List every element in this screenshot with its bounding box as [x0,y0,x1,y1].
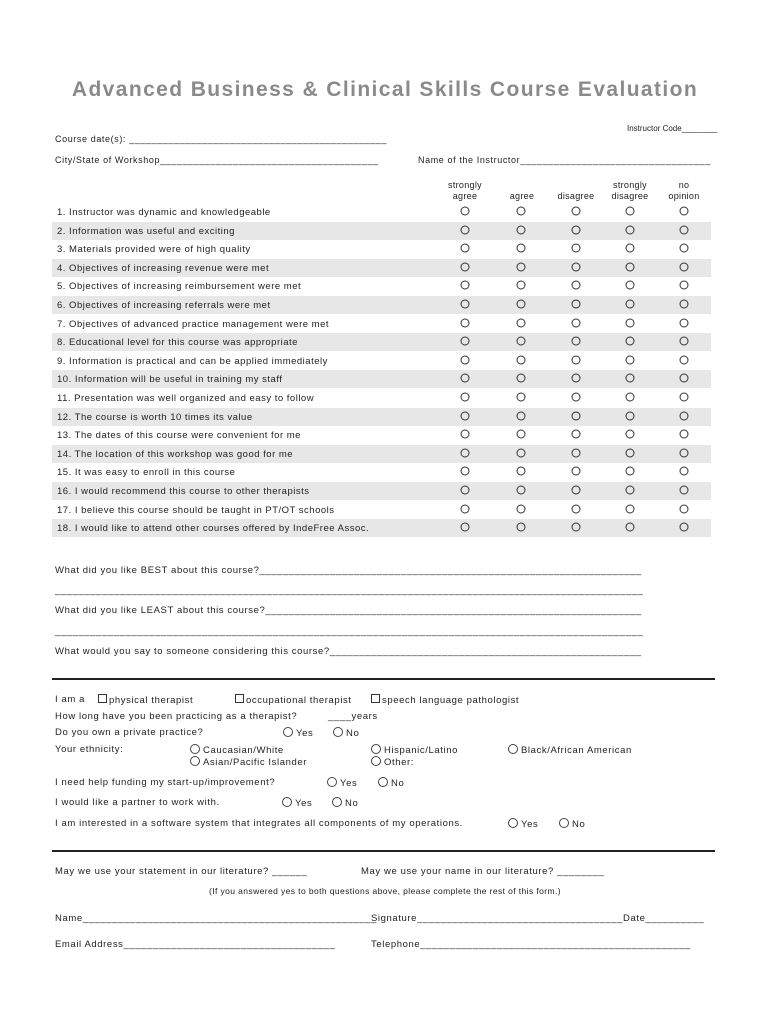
private-practice-no[interactable]: No [333,727,359,739]
header-agree: agree [509,191,535,201]
radio-disagree[interactable] [571,280,581,290]
radio-no-opinion[interactable] [679,448,689,458]
practice-length-label: How long have you been practicing as a therapist? [55,711,298,722]
best-question-field[interactable]: What did you like BEST about this course?_________________________________________________________________ [55,565,642,576]
question-row [52,277,711,295]
question-label: 15. It was easy to enroll in this course [57,467,236,478]
telephone-field[interactable]: Telephone______________________________________________ [371,939,691,950]
question-label: 5. Objectives of increasing reimbursement were met [57,281,302,292]
radio-strongly-disagree[interactable] [625,429,635,439]
radio-agree[interactable] [516,504,526,514]
radio-strongly-agree[interactable] [460,392,470,402]
radio-icon [327,777,337,787]
radio-disagree[interactable] [571,392,581,402]
radio-disagree[interactable] [571,485,581,495]
least-answer-line[interactable]: ____________________________________________________________________________________________________ [55,626,644,637]
occupational-therapist-option[interactable]: occupational therapist [235,694,352,706]
radio-no-opinion[interactable] [679,392,689,402]
question-row [52,519,711,537]
radio-disagree[interactable] [571,262,581,272]
question-row [52,482,711,500]
name-permission-field[interactable]: May we use your name in our literature? ________ [361,866,605,877]
radio-disagree[interactable] [571,243,581,253]
radio-strongly-agree[interactable] [460,336,470,346]
ethnicity-asian[interactable]: Asian/Pacific Islander [190,756,307,768]
ethnicity-other[interactable]: Other: [371,756,414,768]
radio-no-opinion[interactable] [679,336,689,346]
checkbox-icon [98,694,107,703]
question-label: 8. Educational level for this course was appropriate [57,337,298,348]
question-row [52,426,711,444]
header-strongly-disagree: strongly disagree [611,180,649,201]
radio-disagree[interactable] [571,522,581,532]
radio-agree[interactable] [516,429,526,439]
radio-strongly-agree[interactable] [460,466,470,476]
section-divider [52,850,715,852]
funding-no[interactable]: No [378,777,404,789]
radio-agree[interactable] [516,280,526,290]
signature-date-field[interactable]: Signature___________________________________Date__________ [371,913,705,924]
partner-yes[interactable]: Yes [282,797,312,809]
radio-strongly-disagree[interactable] [625,466,635,476]
radio-agree[interactable] [516,485,526,495]
radio-no-opinion[interactable] [679,243,689,253]
question-row [52,389,711,407]
radio-disagree[interactable] [571,411,581,421]
radio-no-opinion[interactable] [679,262,689,272]
radio-disagree[interactable] [571,318,581,328]
radio-agree[interactable] [516,466,526,476]
radio-icon [508,744,518,754]
private-practice-yes[interactable]: Yes [283,727,313,739]
question-row [52,315,711,333]
email-field[interactable]: Email Address____________________________________ [55,939,336,950]
radio-strongly-agree[interactable] [460,280,470,290]
header-no-opinion: no opinion [668,180,700,201]
radio-strongly-agree[interactable] [460,522,470,532]
least-question-field[interactable]: What did you like LEAST about this course?________________________________________________________________ [55,605,642,616]
radio-strongly-disagree[interactable] [625,299,635,309]
question-row [52,370,711,388]
radio-icon [559,818,569,828]
radio-strongly-agree[interactable] [460,373,470,383]
radio-agree[interactable] [516,411,526,421]
question-row [52,445,711,463]
question-label: 7. Objectives of advanced practice management were met [57,319,330,330]
i-am-label: I am a [55,694,85,705]
radio-disagree[interactable] [571,373,581,383]
radio-strongly-agree[interactable] [460,243,470,253]
private-practice-label: Do you own a private practice? [55,727,204,738]
radio-strongly-agree[interactable] [460,429,470,439]
radio-disagree[interactable] [571,504,581,514]
software-label: I am interested in a software system that integrates all components of my operations. [55,818,463,829]
question-label: 13. The dates of this course were convenient for me [57,430,301,441]
question-row [52,463,711,481]
question-row [52,501,711,519]
radio-strongly-disagree[interactable] [625,448,635,458]
statement-permission-field[interactable]: May we use your statement in our literature? ______ [55,866,308,877]
radio-disagree[interactable] [571,355,581,365]
section-divider [52,678,715,680]
radio-strongly-agree[interactable] [460,504,470,514]
radio-strongly-disagree[interactable] [625,504,635,514]
software-no[interactable]: No [559,818,585,830]
radio-no-opinion[interactable] [679,299,689,309]
partner-no[interactable]: No [332,797,358,809]
radio-agree[interactable] [516,318,526,328]
radio-strongly-disagree[interactable] [625,206,635,216]
radio-disagree[interactable] [571,429,581,439]
radio-disagree[interactable] [571,299,581,309]
radio-disagree[interactable] [571,206,581,216]
radio-no-opinion[interactable] [679,280,689,290]
radio-strongly-disagree[interactable] [625,243,635,253]
question-label: 17. I believe this course should be taught in PT/OT schools [57,505,335,516]
radio-icon [371,744,381,754]
radio-strongly-disagree[interactable] [625,373,635,383]
recommend-question-field[interactable]: What would you say to someone considering this course?_____________________________________________________ [55,646,642,657]
radio-strongly-agree[interactable] [460,411,470,421]
question-label: 12. The course is worth 10 times its value [57,412,253,423]
radio-no-opinion[interactable] [679,225,689,235]
best-answer-line[interactable]: ____________________________________________________________________________________________________ [55,585,644,596]
radio-icon [371,756,381,766]
radio-strongly-disagree[interactable] [625,355,635,365]
radio-strongly-agree[interactable] [460,355,470,365]
question-label: 16. I would recommend this course to other therapists [57,486,310,497]
radio-no-opinion[interactable] [679,429,689,439]
radio-strongly-disagree[interactable] [625,522,635,532]
funding-label: I need help funding my start-up/improvement? [55,777,276,788]
speech-pathologist-option[interactable]: speech language pathologist [371,694,519,706]
radio-no-opinion[interactable] [679,206,689,216]
radio-strongly-disagree[interactable] [625,262,635,272]
radio-strongly-agree[interactable] [460,206,470,216]
radio-strongly-agree[interactable] [460,299,470,309]
ethnicity-black[interactable]: Black/African American [508,744,632,756]
radio-agree[interactable] [516,243,526,253]
consent-note: (If you answered yes to both questions above, please complete the rest of this form.) [209,886,561,896]
radio-no-opinion[interactable] [679,355,689,365]
question-row [52,259,711,277]
radio-strongly-disagree[interactable] [625,280,635,290]
checkbox-icon [371,694,380,703]
ethnicity-label: Your ethnicity: [55,744,124,755]
question-label: 6. Objectives of increasing referrals were met [57,300,271,311]
instructor-code-field[interactable]: Instructor Code________ [627,124,718,133]
radio-agree[interactable] [516,392,526,402]
radio-agree[interactable] [516,299,526,309]
radio-strongly-disagree[interactable] [625,336,635,346]
form-title: Advanced Business & Clinical Skills Course Evaluation [71,78,699,101]
radio-agree[interactable] [516,336,526,346]
radio-no-opinion[interactable] [679,411,689,421]
radio-strongly-disagree[interactable] [625,485,635,495]
radio-disagree[interactable] [571,336,581,346]
radio-no-opinion[interactable] [679,522,689,532]
physical-therapist-option[interactable]: physical therapist [98,694,193,706]
question-label: 9. Information is practical and can be applied immediately [57,356,328,367]
question-label: 11. Presentation was well organized and easy to follow [57,393,315,404]
question-label: 14. The location of this workshop was good for me [57,449,294,460]
radio-icon [333,727,343,737]
question-label: 3. Materials provided were of high quality [57,244,251,255]
radio-strongly-disagree[interactable] [625,411,635,421]
question-label: 10. Information will be useful in training my staff [57,374,283,385]
question-row [52,240,711,258]
radio-strongly-disagree[interactable] [625,392,635,402]
radio-icon [190,744,200,754]
software-yes[interactable]: Yes [508,818,538,830]
radio-strongly-agree[interactable] [460,318,470,328]
radio-agree[interactable] [516,448,526,458]
ethnicity-caucasian[interactable]: Caucasian/White [190,744,284,756]
radio-icon [282,797,292,807]
funding-yes[interactable]: Yes [327,777,357,789]
radio-agree[interactable] [516,373,526,383]
years-field[interactable]: ____years [328,711,378,722]
course-dates-field[interactable]: Course date(s): ______________________________________________ [55,134,387,144]
partner-label: I would like a partner to work with. [55,797,220,808]
radio-no-opinion[interactable] [679,318,689,328]
header-disagree: disagree [557,191,595,201]
radio-strongly-agree[interactable] [460,225,470,235]
question-label: 4. Objectives of increasing revenue were met [57,263,270,274]
question-row [52,203,711,221]
radio-strongly-agree[interactable] [460,448,470,458]
question-label: 2. Information was useful and exciting [57,226,235,237]
radio-strongly-agree[interactable] [460,485,470,495]
question-row [52,296,711,314]
radio-strongly-agree[interactable] [460,262,470,272]
question-row [52,333,711,351]
radio-strongly-disagree[interactable] [625,318,635,328]
radio-icon [332,797,342,807]
radio-disagree[interactable] [571,466,581,476]
radio-strongly-disagree[interactable] [625,225,635,235]
radio-no-opinion[interactable] [679,466,689,476]
radio-no-opinion[interactable] [679,485,689,495]
radio-icon [190,756,200,766]
radio-icon [508,818,518,828]
radio-agree[interactable] [516,522,526,532]
radio-agree[interactable] [516,262,526,272]
radio-agree[interactable] [516,355,526,365]
radio-no-opinion[interactable] [679,373,689,383]
radio-disagree[interactable] [571,448,581,458]
checkbox-icon [235,694,244,703]
name-field[interactable]: Name__________________________________________________ [55,913,377,924]
radio-disagree[interactable] [571,225,581,235]
radio-icon [283,727,293,737]
radio-icon [378,777,388,787]
instructor-name-field[interactable]: Name of the Instructor__________________________________ [418,155,711,165]
radio-no-opinion[interactable] [679,504,689,514]
question-label: 18. I would like to attend other courses offered by IndeFree Assoc. [57,523,370,534]
question-label: 1. Instructor was dynamic and knowledgeable [57,207,271,218]
ethnicity-hispanic[interactable]: Hispanic/Latino [371,744,458,756]
question-row [52,352,711,370]
radio-agree[interactable] [516,225,526,235]
radio-agree[interactable] [516,206,526,216]
question-row [52,408,711,426]
header-strongly-agree: strongly agree [448,180,482,201]
city-state-field[interactable]: City/State of Workshop_______________________________________ [55,155,379,165]
question-row [52,222,711,240]
